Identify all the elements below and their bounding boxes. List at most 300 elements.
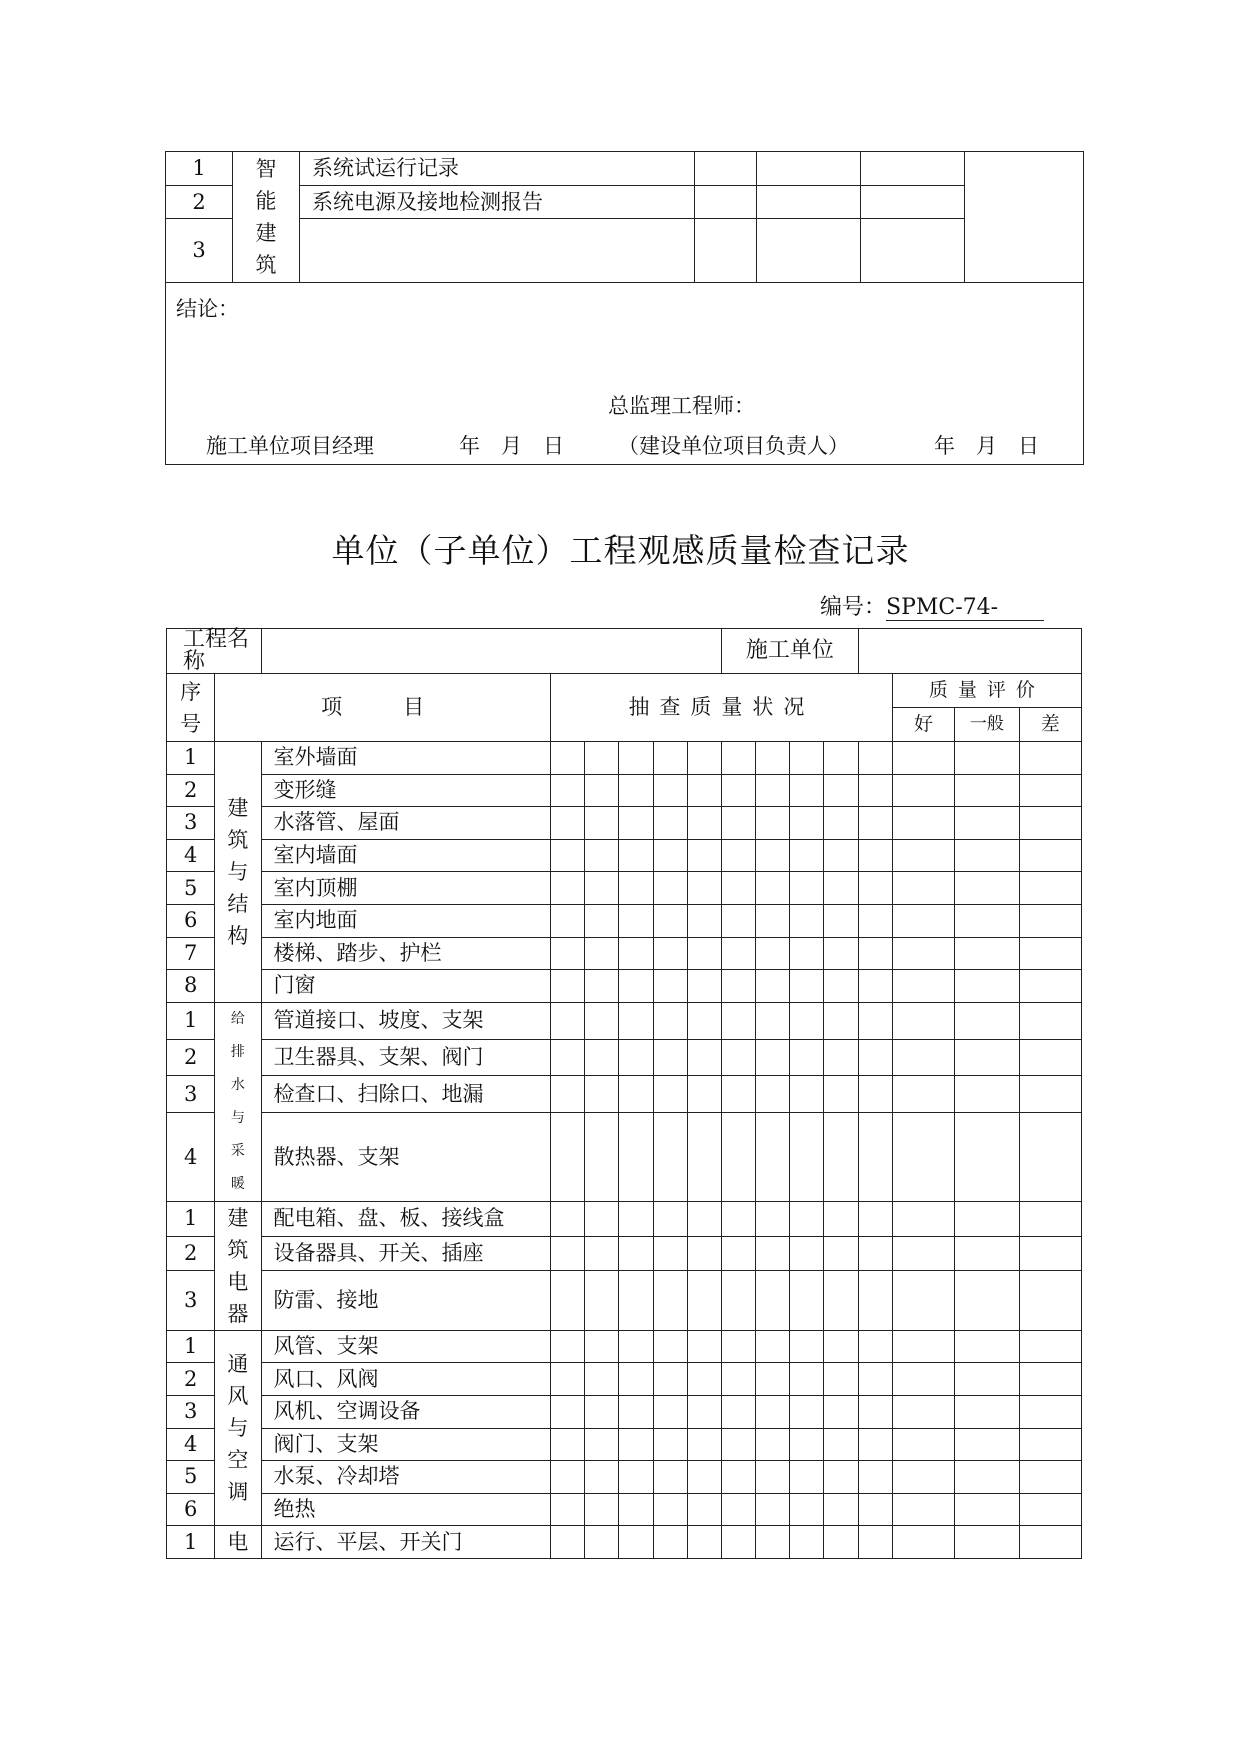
inspection-cell[interactable] — [687, 807, 721, 840]
inspection-cell[interactable] — [858, 1461, 892, 1494]
inspection-cell[interactable] — [619, 1330, 653, 1363]
inspection-cell[interactable] — [790, 807, 824, 840]
inspection-cell[interactable] — [619, 904, 653, 937]
inspection-cell[interactable] — [824, 937, 858, 970]
inspection-cell[interactable] — [585, 1330, 619, 1363]
inspection-cell[interactable] — [721, 970, 755, 1003]
inspection-cell[interactable] — [721, 1201, 755, 1236]
good-cell[interactable] — [892, 1076, 954, 1113]
inspection-cell[interactable] — [790, 839, 824, 872]
inspection-cell[interactable] — [721, 1363, 755, 1396]
average-cell[interactable] — [955, 1330, 1019, 1363]
poor-cell[interactable] — [1019, 742, 1081, 775]
poor-cell[interactable] — [1019, 1076, 1081, 1113]
inspection-cell[interactable] — [687, 1076, 721, 1113]
poor-cell[interactable] — [1019, 1236, 1081, 1271]
inspection-cell[interactable] — [790, 1271, 824, 1330]
inspection-cell[interactable] — [858, 937, 892, 970]
inspection-cell[interactable] — [653, 1076, 687, 1113]
inspection-cell[interactable] — [551, 1493, 585, 1526]
poor-cell[interactable] — [1019, 872, 1081, 905]
inspection-cell[interactable] — [824, 807, 858, 840]
good-cell[interactable] — [892, 937, 954, 970]
inspection-cell[interactable] — [721, 1113, 755, 1201]
inspection-cell[interactable] — [721, 904, 755, 937]
inspection-cell[interactable] — [585, 970, 619, 1003]
inspection-cell[interactable] — [858, 839, 892, 872]
inspection-cell[interactable] — [653, 774, 687, 807]
inspection-cell[interactable] — [858, 1330, 892, 1363]
inspection-cell[interactable] — [858, 1236, 892, 1271]
good-cell[interactable] — [892, 1039, 954, 1076]
inspection-cell[interactable] — [721, 1002, 755, 1039]
inspection-cell[interactable] — [619, 1461, 653, 1494]
inspection-cell[interactable] — [858, 1395, 892, 1428]
inspection-cell[interactable] — [790, 970, 824, 1003]
good-cell[interactable] — [892, 970, 954, 1003]
poor-cell[interactable] — [1019, 1201, 1081, 1236]
inspection-cell[interactable] — [687, 1395, 721, 1428]
inspection-cell[interactable] — [551, 1461, 585, 1494]
inspection-cell[interactable] — [585, 807, 619, 840]
inspection-cell[interactable] — [551, 1201, 585, 1236]
inspection-cell[interactable] — [585, 839, 619, 872]
inspection-cell[interactable] — [756, 904, 790, 937]
inspection-cell[interactable] — [790, 1330, 824, 1363]
good-cell[interactable] — [892, 1201, 954, 1236]
inspection-cell[interactable] — [756, 1236, 790, 1271]
inspection-cell[interactable] — [687, 1363, 721, 1396]
inspection-cell[interactable] — [585, 937, 619, 970]
inspection-cell[interactable] — [756, 937, 790, 970]
inspection-cell[interactable] — [756, 1428, 790, 1461]
inspection-cell[interactable] — [721, 1076, 755, 1113]
inspection-cell[interactable] — [619, 1395, 653, 1428]
inspection-cell[interactable] — [687, 970, 721, 1003]
item-name: 绝热 — [261, 1493, 551, 1526]
inspection-cell[interactable] — [551, 1002, 585, 1039]
inspection-cell[interactable] — [721, 1039, 755, 1076]
inspection-cell[interactable] — [824, 970, 858, 1003]
inspection-cell[interactable] — [756, 839, 790, 872]
average-cell[interactable] — [955, 1236, 1019, 1271]
inspection-cell[interactable] — [756, 872, 790, 905]
inspection-cell[interactable] — [790, 1461, 824, 1494]
good-cell[interactable] — [892, 742, 954, 775]
inspection-cell[interactable] — [790, 1428, 824, 1461]
inspection-cell[interactable] — [653, 1461, 687, 1494]
inspection-cell[interactable] — [687, 872, 721, 905]
inspection-cell[interactable] — [721, 872, 755, 905]
inspection-cell[interactable] — [824, 872, 858, 905]
inspection-cell[interactable] — [824, 1461, 858, 1494]
poor-cell[interactable] — [1019, 839, 1081, 872]
inspection-cell[interactable] — [653, 872, 687, 905]
item-name: 风机、空调设备 — [261, 1395, 551, 1428]
inspection-cell[interactable] — [619, 937, 653, 970]
inspection-cell[interactable] — [824, 1002, 858, 1039]
inspection-cell[interactable] — [619, 1076, 653, 1113]
inspection-cell[interactable] — [790, 1113, 824, 1201]
average-cell[interactable] — [955, 1363, 1019, 1396]
good-cell[interactable] — [892, 1493, 954, 1526]
inspection-cell[interactable] — [687, 1428, 721, 1461]
inspection-cell[interactable] — [653, 970, 687, 1003]
inspection-cell[interactable] — [653, 1236, 687, 1271]
poor-cell[interactable] — [1019, 1271, 1081, 1330]
inspection-cell[interactable] — [721, 1428, 755, 1461]
inspection-cell[interactable] — [790, 1076, 824, 1113]
average-cell[interactable] — [955, 904, 1019, 937]
inspection-cell[interactable] — [687, 774, 721, 807]
inspection-cell[interactable] — [687, 904, 721, 937]
poor-cell[interactable] — [1019, 937, 1081, 970]
inspection-cell[interactable] — [619, 807, 653, 840]
form-number — [820, 590, 1044, 621]
inspection-cell[interactable] — [858, 1493, 892, 1526]
inspection-cell[interactable] — [551, 904, 585, 937]
inspection-cell[interactable] — [653, 904, 687, 937]
poor-cell[interactable] — [1019, 1493, 1081, 1526]
poor-cell[interactable] — [1019, 1526, 1081, 1559]
inspection-cell[interactable] — [687, 1461, 721, 1494]
inspection-cell[interactable] — [687, 937, 721, 970]
inspection-cell[interactable] — [756, 1330, 790, 1363]
good-cell[interactable] — [892, 807, 954, 840]
inspection-cell[interactable] — [858, 1428, 892, 1461]
inspection-cell[interactable] — [858, 1113, 892, 1201]
poor-cell[interactable] — [1019, 807, 1081, 840]
inspection-cell[interactable] — [619, 1526, 653, 1559]
inspection-cell[interactable] — [585, 1363, 619, 1396]
inspection-cell[interactable] — [585, 1076, 619, 1113]
poor-cell[interactable] — [1019, 774, 1081, 807]
inspection-cell[interactable] — [653, 1330, 687, 1363]
average-cell[interactable] — [955, 1271, 1019, 1330]
poor-cell[interactable] — [1019, 1461, 1081, 1494]
inspection-cell[interactable] — [858, 1076, 892, 1113]
inspection-cell[interactable] — [721, 937, 755, 970]
inspection-cell[interactable] — [790, 774, 824, 807]
inspection-cell[interactable] — [687, 1039, 721, 1076]
inspection-cell[interactable] — [551, 1076, 585, 1113]
inspection-cell[interactable] — [653, 742, 687, 775]
inspection-cell[interactable] — [824, 1271, 858, 1330]
inspection-cell[interactable] — [619, 1363, 653, 1396]
inspection-cell[interactable] — [824, 1526, 858, 1559]
inspection-cell[interactable] — [824, 1201, 858, 1236]
inspection-cell[interactable] — [824, 1236, 858, 1271]
inspection-cell[interactable] — [756, 807, 790, 840]
inspection-cell[interactable] — [619, 1271, 653, 1330]
inspection-cell[interactable] — [756, 1461, 790, 1494]
inspection-cell[interactable] — [824, 839, 858, 872]
inspection-header: 抽查质量状况 — [551, 674, 893, 742]
inspection-cell[interactable] — [551, 937, 585, 970]
inspection-cell[interactable] — [585, 904, 619, 937]
inspection-cell[interactable] — [721, 1236, 755, 1271]
inspection-cell[interactable] — [551, 839, 585, 872]
average-cell[interactable] — [955, 1076, 1019, 1113]
inspection-cell[interactable] — [858, 872, 892, 905]
inspection-cell[interactable] — [790, 1002, 824, 1039]
inspection-cell[interactable] — [551, 970, 585, 1003]
inspection-cell[interactable] — [551, 807, 585, 840]
inspection-cell[interactable] — [824, 1363, 858, 1396]
inspection-cell[interactable] — [653, 1493, 687, 1526]
inspection-cell[interactable] — [824, 1113, 858, 1201]
inspection-cell[interactable] — [619, 1113, 653, 1201]
inspection-cell[interactable] — [687, 1271, 721, 1330]
inspection-cell[interactable] — [551, 1271, 585, 1330]
inspection-cell[interactable] — [585, 1201, 619, 1236]
inspection-cell[interactable] — [858, 1526, 892, 1559]
inspection-cell[interactable] — [824, 1493, 858, 1526]
inspection-cell[interactable] — [824, 774, 858, 807]
inspection-cell[interactable] — [653, 1113, 687, 1201]
inspection-cell[interactable] — [585, 872, 619, 905]
average-cell[interactable] — [955, 807, 1019, 840]
inspection-cell[interactable] — [551, 1039, 585, 1076]
inspection-cell[interactable] — [858, 742, 892, 775]
seq-header: 序 号 — [167, 674, 215, 742]
good-cell[interactable] — [892, 1526, 954, 1559]
inspection-cell[interactable] — [585, 1526, 619, 1559]
good-cell[interactable] — [892, 1363, 954, 1396]
inspection-cell[interactable] — [687, 742, 721, 775]
inspection-cell[interactable] — [858, 1271, 892, 1330]
inspection-cell[interactable] — [619, 1493, 653, 1526]
inspection-cell[interactable] — [721, 1493, 755, 1526]
inspection-cell[interactable] — [585, 1002, 619, 1039]
inspection-cell[interactable] — [756, 1002, 790, 1039]
inspection-cell[interactable] — [551, 1428, 585, 1461]
inspection-cell[interactable] — [619, 1002, 653, 1039]
good-cell[interactable] — [892, 1461, 954, 1494]
average-cell[interactable] — [955, 872, 1019, 905]
form-number-value: SPMC-74- — [886, 595, 1044, 621]
inspection-cell[interactable] — [551, 1113, 585, 1201]
inspection-cell[interactable] — [687, 839, 721, 872]
inspection-cell[interactable] — [721, 742, 755, 775]
inspection-cell[interactable] — [653, 1201, 687, 1236]
inspection-cell[interactable] — [721, 1395, 755, 1428]
poor-cell[interactable] — [1019, 1002, 1081, 1039]
inspection-cell[interactable] — [824, 742, 858, 775]
inspection-cell[interactable] — [551, 742, 585, 775]
inspection-cell[interactable] — [619, 1201, 653, 1236]
inspection-cell[interactable] — [756, 1039, 790, 1076]
row-number: 1 — [167, 1201, 215, 1236]
good-cell[interactable] — [892, 904, 954, 937]
inspection-cell[interactable] — [756, 1113, 790, 1201]
inspection-cell[interactable] — [619, 839, 653, 872]
inspection-cell[interactable] — [653, 807, 687, 840]
inspection-cell[interactable] — [756, 1201, 790, 1236]
inspection-cell[interactable] — [721, 1271, 755, 1330]
inspection-cell[interactable] — [585, 1461, 619, 1494]
good-cell[interactable] — [892, 1002, 954, 1039]
category-label: 建 筑 与 结 构 — [215, 742, 261, 1003]
inspection-cell[interactable] — [858, 1039, 892, 1076]
inspection-cell[interactable] — [824, 1039, 858, 1076]
poor-cell[interactable] — [1019, 1113, 1081, 1201]
good-cell[interactable] — [892, 1330, 954, 1363]
inspection-cell[interactable] — [756, 1395, 790, 1428]
inspection-cell[interactable] — [551, 774, 585, 807]
average-cell[interactable] — [955, 937, 1019, 970]
inspection-cell[interactable] — [858, 1363, 892, 1396]
inspection-cell[interactable] — [551, 1236, 585, 1271]
poor-cell[interactable] — [1019, 904, 1081, 937]
inspection-cell[interactable] — [619, 872, 653, 905]
category-label: 通 风 与 空 调 — [215, 1330, 261, 1526]
poor-cell[interactable] — [1019, 1039, 1081, 1076]
inspection-cell[interactable] — [790, 904, 824, 937]
inspection-cell[interactable] — [756, 1526, 790, 1559]
inspection-cell[interactable] — [756, 970, 790, 1003]
inspection-cell[interactable] — [858, 1002, 892, 1039]
inspection-cell[interactable] — [585, 1113, 619, 1201]
inspection-cell[interactable] — [756, 1076, 790, 1113]
inspection-cell[interactable] — [585, 742, 619, 775]
good-cell[interactable] — [892, 872, 954, 905]
inspection-cell[interactable] — [619, 1039, 653, 1076]
inspection-cell[interactable] — [687, 1201, 721, 1236]
inspection-cell[interactable] — [585, 1236, 619, 1271]
inspection-cell[interactable] — [653, 1526, 687, 1559]
inspection-cell[interactable] — [551, 1330, 585, 1363]
average-cell[interactable] — [955, 1395, 1019, 1428]
inspection-cell[interactable] — [585, 1039, 619, 1076]
inspection-cell[interactable] — [790, 742, 824, 775]
inspection-cell[interactable] — [585, 1428, 619, 1461]
inspection-cell[interactable] — [824, 1428, 858, 1461]
category-label: 建 筑 电 器 — [215, 1201, 261, 1330]
inspection-cell[interactable] — [790, 1236, 824, 1271]
inspection-cell[interactable] — [790, 1363, 824, 1396]
inspection-cell[interactable] — [790, 1493, 824, 1526]
average-cell[interactable] — [955, 1428, 1019, 1461]
inspection-cell[interactable] — [585, 1271, 619, 1330]
average-cell[interactable] — [955, 1201, 1019, 1236]
inspection-cell[interactable] — [687, 1493, 721, 1526]
inspection-cell[interactable] — [619, 1236, 653, 1271]
inspection-cell[interactable] — [790, 1526, 824, 1559]
inspection-cell[interactable] — [653, 1271, 687, 1330]
good-cell[interactable] — [892, 774, 954, 807]
inspection-cell[interactable] — [756, 1271, 790, 1330]
inspection-cell[interactable] — [551, 872, 585, 905]
inspection-cell[interactable] — [790, 937, 824, 970]
inspection-cell[interactable] — [687, 1113, 721, 1201]
inspection-cell[interactable] — [858, 807, 892, 840]
inspection-cell[interactable] — [756, 1363, 790, 1396]
inspection-cell[interactable] — [756, 774, 790, 807]
inspection-cell[interactable] — [619, 742, 653, 775]
average-cell[interactable] — [955, 1113, 1019, 1201]
average-cell[interactable] — [955, 742, 1019, 775]
average-cell[interactable] — [955, 1002, 1019, 1039]
average-cell[interactable] — [955, 1493, 1019, 1526]
inspection-cell[interactable] — [824, 1395, 858, 1428]
inspection-cell[interactable] — [653, 839, 687, 872]
good-cell[interactable] — [892, 839, 954, 872]
quality-inspection-table — [166, 628, 1082, 1559]
inspection-cell[interactable] — [858, 1201, 892, 1236]
inspection-cell[interactable] — [721, 1461, 755, 1494]
inspection-cell[interactable] — [653, 1002, 687, 1039]
average-cell[interactable] — [955, 970, 1019, 1003]
inspection-cell[interactable] — [653, 1428, 687, 1461]
item-name: 室外墙面 — [261, 742, 551, 775]
inspection-cell[interactable] — [824, 904, 858, 937]
inspection-cell[interactable] — [824, 1076, 858, 1113]
good-cell[interactable] — [892, 1236, 954, 1271]
inspection-cell[interactable] — [790, 872, 824, 905]
inspection-cell[interactable] — [687, 1330, 721, 1363]
average-cell[interactable] — [955, 1526, 1019, 1559]
average-cell[interactable] — [955, 774, 1019, 807]
row-number: 1 — [167, 1526, 215, 1559]
inspection-cell[interactable] — [721, 1330, 755, 1363]
inspection-cell[interactable] — [858, 774, 892, 807]
inspection-cell[interactable] — [824, 1330, 858, 1363]
inspection-cell[interactable] — [790, 1039, 824, 1076]
inspection-cell[interactable] — [721, 839, 755, 872]
inspection-cell[interactable] — [585, 1493, 619, 1526]
poor-cell[interactable] — [1019, 1395, 1081, 1428]
category-label-smart-building: 智 能 建 筑 — [233, 152, 300, 283]
inspection-cell[interactable] — [619, 774, 653, 807]
good-cell[interactable] — [892, 1428, 954, 1461]
poor-cell[interactable] — [1019, 1330, 1081, 1363]
average-cell[interactable] — [955, 1039, 1019, 1076]
inspection-cell[interactable] — [687, 1236, 721, 1271]
good-cell[interactable] — [892, 1395, 954, 1428]
average-cell[interactable] — [955, 839, 1019, 872]
inspection-cell[interactable] — [721, 1526, 755, 1559]
poor-cell[interactable] — [1019, 970, 1081, 1003]
inspection-cell[interactable] — [653, 1039, 687, 1076]
inspection-cell[interactable] — [653, 1395, 687, 1428]
inspection-cell[interactable] — [551, 1526, 585, 1559]
inspection-cell[interactable] — [721, 774, 755, 807]
good-cell[interactable] — [892, 1113, 954, 1201]
poor-cell[interactable] — [1019, 1428, 1081, 1461]
good-cell[interactable] — [892, 1271, 954, 1330]
inspection-cell[interactable] — [687, 1002, 721, 1039]
average-cell[interactable] — [955, 1461, 1019, 1494]
inspection-cell[interactable] — [687, 1526, 721, 1559]
poor-cell[interactable] — [1019, 1363, 1081, 1396]
inspection-cell[interactable] — [756, 742, 790, 775]
inspection-cell[interactable] — [585, 1395, 619, 1428]
inspection-cell[interactable] — [551, 1363, 585, 1396]
inspection-cell[interactable] — [619, 970, 653, 1003]
inspection-cell[interactable] — [858, 970, 892, 1003]
inspection-cell[interactable] — [756, 1493, 790, 1526]
inspection-cell[interactable] — [653, 1363, 687, 1396]
inspection-cell[interactable] — [858, 904, 892, 937]
inspection-cell[interactable] — [790, 1395, 824, 1428]
inspection-cell[interactable] — [653, 937, 687, 970]
inspection-cell[interactable] — [551, 1395, 585, 1428]
inspection-cell[interactable] — [585, 774, 619, 807]
inspection-cell[interactable] — [790, 1201, 824, 1236]
inspection-cell[interactable] — [721, 807, 755, 840]
inspection-cell[interactable] — [619, 1428, 653, 1461]
